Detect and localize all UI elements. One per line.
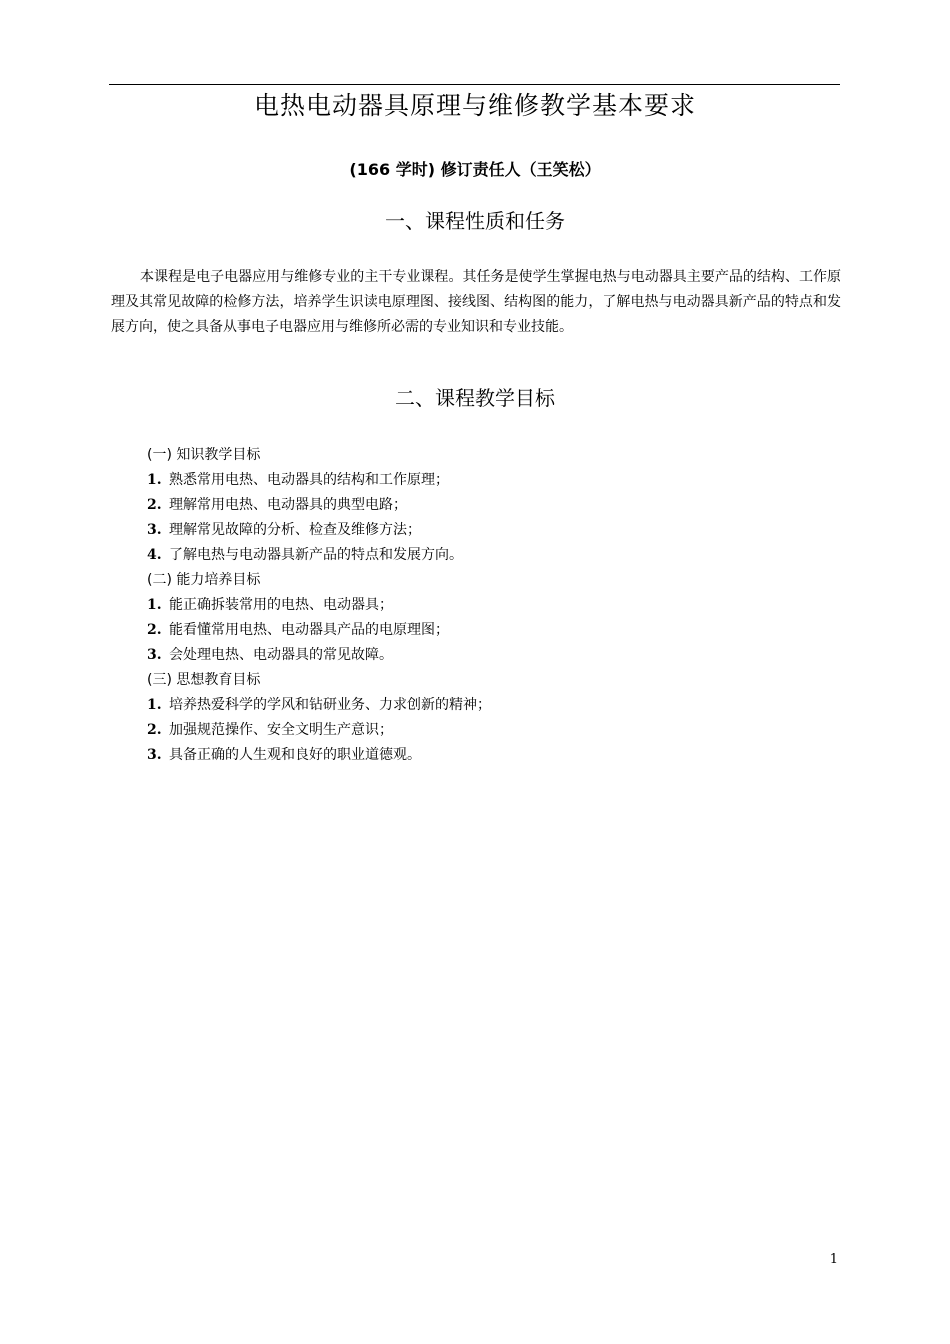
item-number: 3. xyxy=(147,747,162,763)
objective-group-heading-knowledge: (一) 知识教学目标 xyxy=(147,447,261,463)
page-number: 1 xyxy=(829,1252,838,1267)
objective-item xyxy=(147,618,827,643)
objective-item xyxy=(147,493,827,518)
item-text: 能看懂常用电热、电动器具产品的电原理图； xyxy=(169,622,449,638)
item-text: 了解电热与电动器具新产品的特点和发展方向。 xyxy=(169,547,463,563)
item-number: 1. xyxy=(147,697,162,713)
objective-item xyxy=(147,468,827,493)
section-heading-teaching-objectives: 二、课程教学目标 xyxy=(395,386,555,410)
item-text: 会处理电热、电动器具的常见故障。 xyxy=(169,647,393,663)
item-number: 3. xyxy=(147,522,162,538)
item-number: 1. xyxy=(147,472,162,488)
section-paragraph-nature-and-tasks: 本课程是电子电器应用与维修专业的主干专业课程。其任务是使学生掌握电热与电动器具主要产品的结构、工作原理及其常见故障的检修方法，培养学生识读电原理图、接线图、结构图的能力，了解电热与电动器具新产品的特点和发展方向，使之具备从事电子电器应用与维修所必需的专业知识和专业技能。 xyxy=(111,269,841,335)
objectives-list xyxy=(147,443,827,768)
objective-item xyxy=(147,718,827,743)
section-heading-nature-and-tasks: 一、课程性质和任务 xyxy=(385,209,565,233)
item-number: 2. xyxy=(147,722,162,738)
item-number: 1. xyxy=(147,597,162,613)
objective-group-heading-ideology: (三) 思想教育目标 xyxy=(147,672,261,688)
objective-item xyxy=(147,543,827,568)
item-number: 2. xyxy=(147,622,162,638)
item-text: 理解常见故障的分析、检查及维修方法； xyxy=(169,522,421,538)
item-number: 3. xyxy=(147,647,162,663)
objective-group-heading-ability: (二) 能力培养目标 xyxy=(147,572,261,588)
document-subtitle: (166 学时) 修订责任人（王笑松） xyxy=(349,160,601,179)
item-text: 培养热爱科学的学风和钻研业务、力求创新的精神； xyxy=(169,697,491,713)
objective-item xyxy=(147,593,827,618)
item-text: 理解常用电热、电动器具的典型电路； xyxy=(169,497,407,513)
item-number: 4. xyxy=(147,547,162,563)
item-text: 具备正确的人生观和良好的职业道德观。 xyxy=(169,747,421,763)
item-text: 熟悉常用电热、电动器具的结构和工作原理； xyxy=(169,472,449,488)
objective-item xyxy=(147,643,827,668)
header-rule xyxy=(109,84,840,85)
document-title: 电热电动器具原理与维修教学基本要求 xyxy=(253,91,696,120)
item-number: 2. xyxy=(147,497,162,513)
objective-item xyxy=(147,743,827,768)
objective-item xyxy=(147,693,827,718)
objective-item xyxy=(147,518,827,543)
item-text: 能正确拆装常用的电热、电动器具； xyxy=(169,597,393,613)
item-text: 加强规范操作、安全文明生产意识； xyxy=(169,722,393,738)
